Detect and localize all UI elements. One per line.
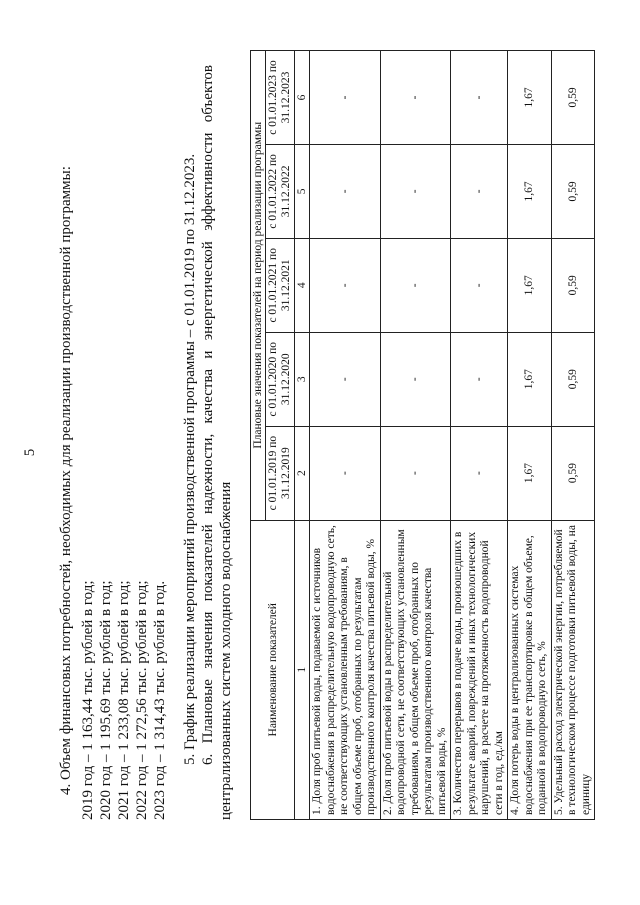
section-5-schedule: 5. График реализации мероприятий производственной программы – с 01.01.2019 по 31.12.2023. xyxy=(182,153,198,765)
indicator-value: 0,59 xyxy=(551,238,595,332)
column-number: 2 xyxy=(295,426,310,520)
column-number: 1 xyxy=(295,520,310,819)
table-header-row xyxy=(251,51,266,820)
funding-year-2022: 2022 год – 1 272,56 тыс. рублей в год; xyxy=(134,580,150,820)
column-number: 4 xyxy=(295,238,310,332)
column-number: 3 xyxy=(295,332,310,426)
table-column-number-row xyxy=(295,51,310,820)
indicator-value: - xyxy=(310,144,381,238)
header-period-2020: с 01.01.2020 по 31.12.2020 xyxy=(266,332,295,426)
header-period-2021: с 01.01.2021 по 31.12.2021 xyxy=(266,238,295,332)
indicator-value: - xyxy=(380,51,451,145)
indicator-name: 2. Доля проб питьевой воды в распределительной водопроводной сети, не соответствующих установленным требованиям, в общем объеме проб, отобранных по результатам производственного контроля качества питьевой воды, % xyxy=(380,520,451,819)
funding-year-2021: 2021 год – 1 233,08 тыс. рублей в год; xyxy=(116,580,132,820)
indicator-value: - xyxy=(310,426,381,520)
table-row xyxy=(508,51,552,820)
indicator-value: 0,59 xyxy=(551,426,595,520)
section-6-title: 6. Плановые значения показателей надежности, качества и энергетической эффективности объектов xyxy=(200,65,216,765)
column-number: 5 xyxy=(295,144,310,238)
page-number: 5 xyxy=(22,448,38,457)
indicator-value: 1,67 xyxy=(508,332,552,426)
table-row xyxy=(451,51,508,820)
table-row xyxy=(551,51,595,820)
indicator-value: - xyxy=(380,238,451,332)
indicator-value: 1,67 xyxy=(508,426,552,520)
indicator-value: - xyxy=(310,51,381,145)
header-planned-values: Плановые значения показателей на период реализации программы xyxy=(251,51,266,521)
indicator-value: - xyxy=(310,238,381,332)
indicator-value: 1,67 xyxy=(508,144,552,238)
indicator-name: 3. Количество перерывов в подаче воды, произошедших в результате аварий, повреждений и иных технологических нарушений, в расчете на протяженность водопроводной сети в год, ед./км xyxy=(451,520,508,819)
indicator-value: - xyxy=(310,332,381,426)
funding-year-2023: 2023 год – 1 314,43 тыс. рублей в год. xyxy=(152,580,168,820)
funding-year-2020: 2020 год – 1 195,69 тыс. рублей в год; xyxy=(98,580,114,820)
indicator-value: - xyxy=(380,144,451,238)
header-period-2023: с 01.01.2023 по 31.12.2023 xyxy=(266,51,295,145)
table-row xyxy=(380,51,451,820)
indicator-value: 0,59 xyxy=(551,51,595,145)
indicator-value: 1,67 xyxy=(508,238,552,332)
header-period-2019: с 01.01.2019 по 31.12.2019 xyxy=(266,426,295,520)
section-6-title-continued: централизованных систем холодного водоснабжения xyxy=(218,481,234,820)
indicator-value: 0,59 xyxy=(551,144,595,238)
table-row xyxy=(310,51,381,820)
header-period-2022: с 01.01.2022 по 31.12.2022 xyxy=(266,144,295,238)
indicator-value: - xyxy=(451,144,508,238)
indicator-value: - xyxy=(380,332,451,426)
column-number: 6 xyxy=(295,51,310,145)
indicator-name: 5. Удельный расход электрической энергии, потребляемой в технологическом процессе подготовки питьевой воды, на единицу xyxy=(551,520,595,819)
indicator-value: - xyxy=(451,332,508,426)
header-indicator-name: Наименование показателей xyxy=(251,520,295,819)
funding-year-2019: 2019 год – 1 163,44 тыс. рублей в год; xyxy=(80,580,96,820)
indicator-value: - xyxy=(451,426,508,520)
indicator-value: - xyxy=(451,51,508,145)
indicator-value: 0,59 xyxy=(551,332,595,426)
indicator-value: - xyxy=(380,426,451,520)
section-4-heading: 4. Объем финансовых потребностей, необходимых для реализации производственной программы: xyxy=(58,166,74,795)
indicator-value: 1,67 xyxy=(508,51,552,145)
indicator-value: - xyxy=(451,238,508,332)
indicators-table xyxy=(250,50,595,820)
indicator-name: 1. Доля проб питьевой воды, подаваемой с источников водоснабжения в распределительную водопроводную сеть, не соответствующих установленным требованиям, в общем объеме проб, отобранных по результатам производственного контроля качества питьевой воды, % xyxy=(310,520,381,819)
indicator-name: 4. Доля потерь воды в централизованных системах водоснабжения при ее транспортировке в общем объеме, поданной в водопроводную сеть, % xyxy=(508,520,552,819)
